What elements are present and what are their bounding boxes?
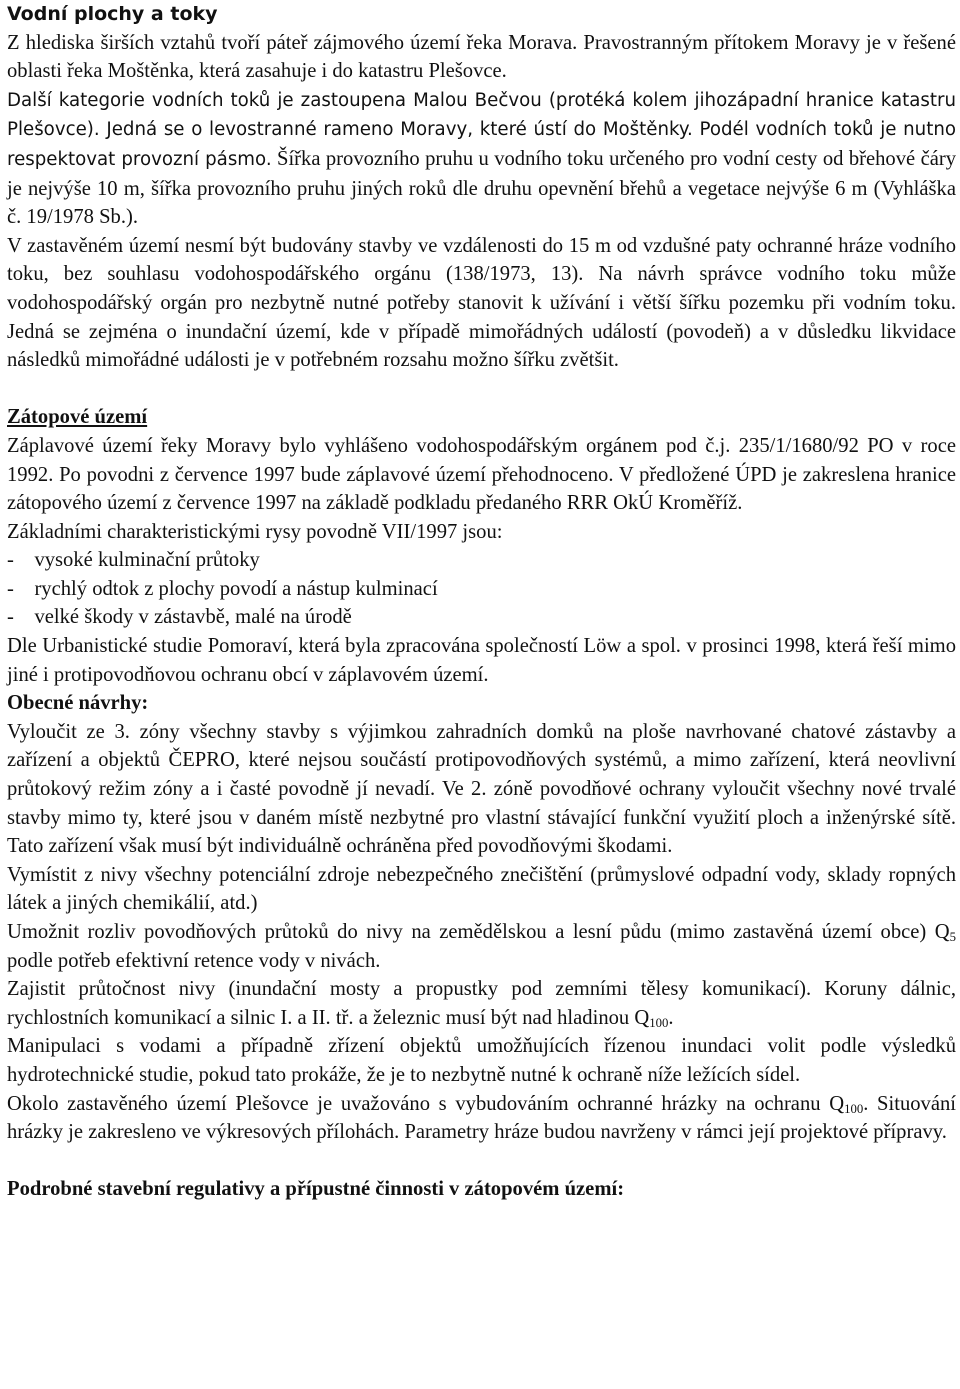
document-page	[7, 0, 956, 1204]
paragraph-built-area: V zastavěném území nesmí být budovány stavby ve vzdálenosti do 15 m od vzdušné paty ochranné hráze vodního toku, bez souhlasu vodohospodářského orgánu (138/1973, 13). Na návrh správce vodního toku může vodohospodářský orgán pro nezbytně nutné potřeby stanovit k užívání i větší šířku pozemku při vodním toku. Jedná se zejména o inundační území, kde v případě mimořádných událostí (povodeň) a v důsledku likvidace následků mimořádné události je v potřebném rozsahu možno šířku zvětšit.	[7, 234, 956, 372]
paragraph-exclude-zone: Vyloučit ze 3. zóny všechny stavby s výjimkou zahradních domků na ploše navrhované chatové zástavby a zařízení a objektů ČEPRO, které nejsou součástí protipovodňových systémů, a mimo zařízení, která neovlivní průtokový režim zóny a i časté povodně jí nevadí. Ve 2. zóně povodňové ochrany vyloučit všechny nové trvalé stavby mimo ty, které jsou v daném místě nezbytné pro vlastní stávající funkční využití ploch a inženýrské sítě. Tato zařízení však musí být individuálně ochráněna před povodňovými škodami.	[7, 720, 956, 858]
paragraph-urban-study: Dle Urbanistické studie Pomoraví, která byla zpracována společností Löw a spol. v prosinci 1998, která řeší mimo jiné i protipovodňovou ochranu obcí v záplavovém území.	[7, 635, 956, 686]
text-part: Umožnit rozliv povodňových průtoků do nivy na zemědělskou a lesní půdu (mimo zastavěná území obce) Q	[7, 921, 950, 943]
subscript: 100	[844, 1101, 864, 1116]
text-part: Zajistit průtočnost nivy (inundační mosty a propustky pod zemními tělesy komunikací). Koruny dálnic, rychlostních komunikací a silnic I. a II. tř. a železnic musí být nad hladinou Q	[7, 978, 956, 1029]
paragraph-protective-dike	[7, 1090, 956, 1147]
paragraph-allow-flooding	[7, 918, 956, 975]
paragraph-streams	[7, 86, 956, 232]
list-text: rychlý odtok z plochy povodí a nástup kulminací	[34, 577, 438, 600]
text-part: . Situování hrázky je zakresleno ve výkresových přílohách. Parametry hráze budou navrženy v rámci její projektové přípravy.	[7, 1092, 956, 1144]
paragraph-remove-pollution: Vymístit z nivy všechny potenciální zdroje nebezpečného znečištění (průmyslové odpadní vody, sklady ropných látek a jiných chemikálií, atd.)	[7, 863, 956, 915]
paragraph-streams-serif: Šířka provozního pruhu u vodního toku určeného pro vodní cesty od břehové čáry je nejvýše 10 m, šířka provozního pruhu jiných roků dle druhu opevnění břehů a vegetace nejvýše 6 m (Vyhláška č. 19/1978 Sb.).	[7, 147, 956, 229]
list-item	[7, 603, 956, 632]
spacer	[7, 1147, 956, 1176]
paragraph-water-manipulation: Manipulaci s vodami a případně zřízení objektů umožňujících řízenou inundaci volit podle výsledků hydrotechnické studie, pokud tato prokáže, že je to nezbytně nutné k ochraně níže ležících sídel.	[7, 1035, 956, 1086]
subscript: 5	[949, 930, 956, 945]
subscript: 100	[649, 1015, 669, 1030]
section-heading-general-proposals: Obecné návrhy:	[7, 692, 149, 715]
list-item	[7, 546, 956, 575]
list-bullet: -	[7, 549, 14, 572]
paragraph-morava: Z hlediska širších vztahů tvoří páteř zájmového území řeka Morava. Pravostranným přítokem Moravy je v řešené oblasti řeka Moštěnka, která zasahuje i do katastru Plešovce.	[7, 31, 956, 83]
list-text: velké škody v zástavbě, malé na úrodě	[34, 606, 352, 629]
list-bullet: -	[7, 577, 14, 600]
paragraph-flood-declared: Záplavové území řeky Moravy bylo vyhlášeno vodohospodářským orgánem pod č.j. 235/1/1680/92 PO v roce 1992. Po povodni z července 1997 bude záplavové území přehodnoceno. V předložené ÚPD je zakreslena hranice zátopového území z července 1997 na základě podkladu předaného RRR OkÚ Kroměříž.	[7, 434, 956, 515]
paragraph-ensure-flow	[7, 975, 956, 1032]
list-bullet: -	[7, 606, 14, 629]
text-part: .	[668, 1006, 674, 1029]
paragraph-streams-sans: Další kategorie vodních toků je zastoupena Malou Bečvou (protéká kolem jihozápadní hranice katastru Plešovce). Jedná se o levostranné rameno Moravy, které ústí do Moštěnky. Podél vodních toků je nutno respektovat provozní pásmo.	[7, 89, 956, 170]
text-part: podle potřeb efektivní retence vody v nivách.	[7, 949, 381, 972]
section-heading-detailed-regulations: Podrobné stavební regulativy a přípustné činnosti v zátopovém území:	[7, 1178, 625, 1201]
text-part: Okolo zastavěného území Plešovce je uvažováno s vybudováním ochranné hrázky na ochranu Q	[7, 1092, 845, 1115]
list-text: vysoké kulminační průtoky	[34, 549, 260, 572]
spacer	[7, 375, 956, 404]
section-heading-flood-zone: Zátopové území	[7, 406, 148, 429]
list-item	[7, 575, 956, 604]
section-heading-water-bodies: Vodní plochy a toky	[7, 3, 218, 25]
paragraph-flood-characteristics: Základními charakteristickými rysy povodně VII/1997 jsou:	[7, 520, 503, 543]
